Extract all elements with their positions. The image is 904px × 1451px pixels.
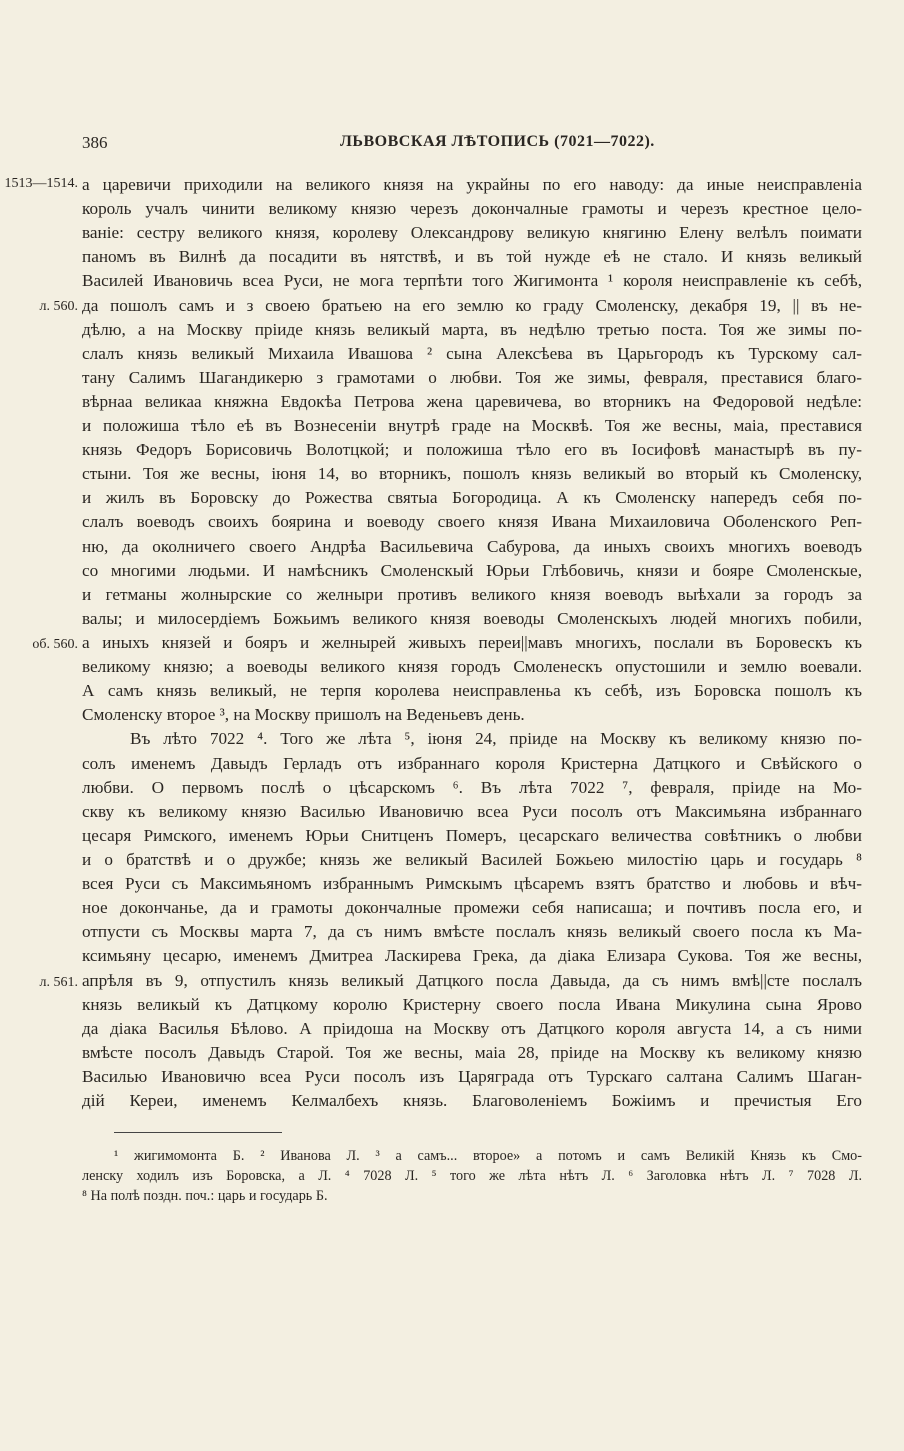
text-line: всея Руси съ Максимьяномъ избраннымъ Римскымъ цѣсаремъ взятъ братство и любовь и вѣч- bbox=[82, 874, 862, 893]
text-line: валы; и милосердiемъ Божьимъ великого князя воеводы Смоленскыхъ людей многихъ побили, bbox=[82, 609, 862, 628]
footnote-line: ленску ходилъ изъ Боровска, а Л. ⁴ 7028 Л. ⁵ того же лѣта нѣтъ Л. ⁶ Заголовка нѣтъ Л. ⁷ 7028 Л. bbox=[82, 1168, 862, 1184]
margin-note-folio-561: л. 561. bbox=[39, 975, 78, 990]
margin-note-years: 1513—1514. bbox=[4, 176, 78, 191]
text-line: ню, да околничего своего Андрѣа Васильевича Сабурова, да иныхъ своихъ многихъ воеводъ bbox=[82, 537, 862, 556]
text-line: паномъ въ Вилнѣ да посадити въ нятствѣ, и въ той нужде еѣ не стало. И князь великый bbox=[82, 247, 862, 266]
text-line: Смоленску второе ³, на Москву пришолъ на Веденьевъ день. bbox=[82, 705, 525, 724]
text-line: и о братствѣ и о дружбе; князь же великый Василей Божьею милостiю царь и государь ⁸ bbox=[82, 850, 862, 869]
text-line: великому князю; а воеводы великого князя городъ Смоленескъ опустошили и землю воевали. bbox=[82, 657, 862, 676]
text-line: со многими людьми. И намѣсникъ Смоленскый Юрьи Глѣбовичь, князи и бояре Смоленскые, bbox=[82, 561, 862, 580]
text-line: король учалъ чинити великому князю черезъ докончалные грамоты и черезъ крестное цело- bbox=[82, 199, 862, 218]
text-line: ксимьяну цесарю, именемъ Дмитреа Ласкирева Грека, да дiака Елизара Сукова. Тоя же весны, bbox=[82, 946, 862, 965]
running-head bbox=[0, 133, 904, 157]
text-line: дiй Кереи, именемъ Келмалбехъ князь. Благоволенiемъ Божiимъ и пречистыя Его bbox=[82, 1091, 862, 1110]
text-line: да пошолъ самъ и з своею братьею на его землю ко граду Смоленску, декабря 19, || въ не- bbox=[82, 296, 862, 315]
text-line: дѣлю, а на Москву прiиде князь великый марта, въ недѣлю третью поста. Тоя же зимы по- bbox=[82, 320, 862, 339]
text-line: ное докончанье, да и грамоты докончалные промежи себя написаша; и почтивъ посла его, и bbox=[82, 898, 862, 917]
text-line: и гетманы жолнырские со желныри противъ великого князя воеводъ выѣхали за городъ за bbox=[82, 585, 862, 604]
text-line: князь Федоръ Борисовичь Волотцкой; и положиша тѣло его въ Iосифовѣ манастырѣ въ пу- bbox=[82, 440, 862, 459]
text-line: ванiе: сестру великого князя, королеву Олександрову великую княгиню Елену велѣлъ поимати bbox=[82, 223, 862, 242]
footnote-line: ⁸ На полѣ поздн. поч.: царь и государь Б. bbox=[82, 1188, 328, 1204]
text-line: А самъ князь великый, не терпя королева неисправленьа къ себѣ, изъ Боровска пошолъ къ bbox=[82, 681, 862, 700]
text-line: апрѣля въ 9, отпустилъ князь великый Датцкого посла Давыда, да съ нимъ вмѣ||сте послалъ bbox=[82, 971, 862, 990]
text-line: Василей Ивановичь всеа Руси, не мога терпѣти того Жигимонта ¹ короля неисправленiе къ себѣ, bbox=[82, 271, 862, 290]
text-line: скву къ великому князю Василью Ивановичю всеа Руси посолъ отъ Максимьяна избраннаго bbox=[82, 802, 862, 821]
running-title: ЛЬВОВСКАЯ ЛѢТОПИСЬ (7021—7022). bbox=[340, 133, 655, 150]
text-line: солъ именемъ Давыдъ Герладъ отъ избраннаго короля Кристерна Датцкого и Свѣйского о bbox=[82, 754, 862, 773]
text-line: и жилъ въ Боровску до Рожества святыа Богородица. А къ Смоленску напередъ себя по- bbox=[82, 488, 862, 507]
text-line: вмѣсте посолъ Давыдъ Старой. Тоя же весны, маiа 28, прiиде на Москву къ великому князю bbox=[82, 1043, 862, 1062]
text-line: тану Салимъ Шагандикерю з грамотами о любви. Тоя же зимы, февраля, преставися благо- bbox=[82, 368, 862, 387]
text-line: Василью Ивановичю всеа Руси посолъ изъ Царяграда отъ Турскаго салтана Салимъ Шаган- bbox=[82, 1067, 862, 1086]
text-line: а царевичи приходили на великого князя на украйны по его наводу: да иные неисправленiа bbox=[82, 175, 862, 194]
text-line: стыни. Тоя же весны, iюня 14, во вторникъ, пошолъ князь великый во вторый къ Смоленску, bbox=[82, 464, 862, 483]
text-line: а иныхъ князей и бояръ и желнырей живыхъ переи||мавъ многихъ, послали въ Боровескъ къ bbox=[82, 633, 862, 652]
footnote-line: ¹ жигимомонта Б. ² Иванова Л. ³ а самъ... второе» а потомъ и самъ Великiй Князь къ Смо- bbox=[114, 1148, 862, 1164]
text-line: цесаря Римского, именемъ Юрьи Снитценъ Померъ, цесарскаго величества совѣтникъ о любви bbox=[82, 826, 862, 845]
margin-note-folio-560: л. 560. bbox=[39, 299, 78, 314]
page-number: 386 bbox=[82, 133, 108, 152]
text-line: любви. О первомъ послѣ о цѣсарскомъ ⁶. Въ лѣта 7022 ⁷, февраля, прiиде на Мо- bbox=[82, 778, 862, 797]
text-line: слалъ воеводъ своихъ боярина и воеводу своего князя Ивана Михаиловича Оболенского Реп- bbox=[82, 512, 862, 531]
footnote-rule bbox=[114, 1132, 282, 1133]
text-line: слалъ князь великый Михаила Ивашова ² сына Алексѣева въ Царьгородъ къ Турскому сал- bbox=[82, 344, 862, 363]
text-line: да дiака Василья Бѣлово. А прiидоша на Москву отъ Датцкого короля августа 14, а съ ними bbox=[82, 1019, 862, 1038]
text-line: отпусти съ Москвы марта 7, да съ нимъ вмѣсте послалъ князь великый своего посла къ Ма- bbox=[82, 922, 862, 941]
text-line: князь великый къ Датцкому королю Кристерну своего посла Ивана Микулина сына Ярово bbox=[82, 995, 862, 1014]
margin-note-folio-560-verso: об. 560. bbox=[32, 637, 78, 652]
text-line: и положиша тѣло еѣ въ Вознесенiи внутрѣ граде на Москвѣ. Тоя же весны, маiа, преставися bbox=[82, 416, 862, 435]
text-line: Въ лѣто 7022 ⁴. Того же лѣта ⁵, iюня 24, прiиде на Москву къ великому князю по- bbox=[130, 729, 862, 748]
text-line: вѣрнаа великаа княжна Евдокѣа Петрова жена царевичева, во вторникъ на Федоровой недѣле: bbox=[82, 392, 862, 411]
